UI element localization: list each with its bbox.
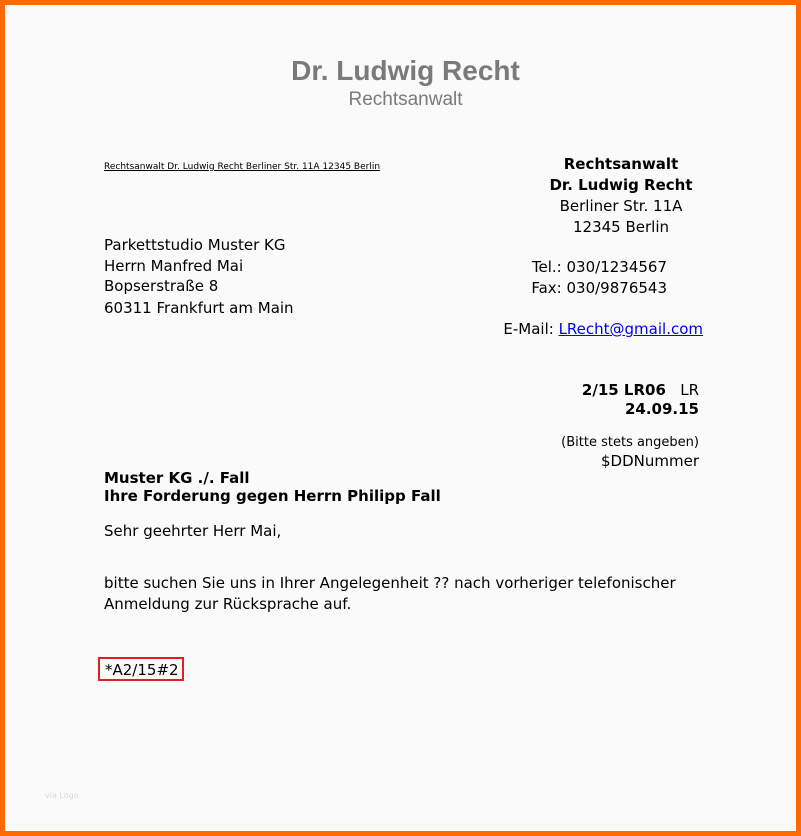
watermark: via Logo (45, 791, 79, 800)
reference-placeholder: $DDNummer (601, 452, 699, 470)
sender-name: Dr. Ludwig Recht (549, 176, 693, 194)
reference-line (582, 381, 699, 399)
sender-email-line (503, 320, 703, 338)
recipient-company: Parkettstudio Muster KG (104, 236, 286, 254)
reference-date: 24.09.15 (624, 400, 699, 418)
sender-tel: Tel.: 030/1234567 (531, 258, 667, 276)
letterhead-title: Rechtsanwalt (348, 89, 463, 110)
subject-line-2: Ihre Forderung gegen Herrn Philipp Fall (104, 487, 441, 505)
recipient-street: Bopserstraße 8 (104, 277, 219, 295)
sender-return-line: Rechtsanwalt Dr. Ludwig Recht Berliner Str. 11A 12345 Berlin (104, 162, 381, 172)
subject-line-1: Muster KG ./. Fall (104, 469, 250, 487)
barcode-code: *A2/15#2 (98, 657, 184, 681)
sender-title: Rechtsanwalt (563, 155, 679, 173)
letterhead-name: Dr. Ludwig Recht (291, 55, 520, 86)
salutation: Sehr geehrter Herr Mai, (104, 522, 282, 540)
sender-street: Berliner Str. 11A (559, 197, 683, 215)
reference-initials: LR (680, 381, 699, 399)
email-label: E-Mail: (503, 320, 559, 338)
body-line-1: bitte suchen Sie uns in Ihrer Angelegenheit ?? nach vorheriger telefonischer (104, 574, 676, 592)
sender-fax: Fax: 030/9876543 (531, 279, 667, 297)
email-link[interactable]: LRecht@gmail.com (558, 320, 703, 338)
recipient-person: Herrn Manfred Mai (104, 257, 244, 275)
recipient-city: 60311 Frankfurt am Main (104, 299, 294, 317)
sender-city: 12345 Berlin (572, 218, 669, 236)
reference-number: 2/15 LR06 (581, 381, 666, 399)
body-line-2: Anmeldung zur Rücksprache auf. (104, 595, 352, 613)
reference-note: (Bitte stets angeben) (561, 435, 699, 450)
sender-block (521, 155, 721, 239)
